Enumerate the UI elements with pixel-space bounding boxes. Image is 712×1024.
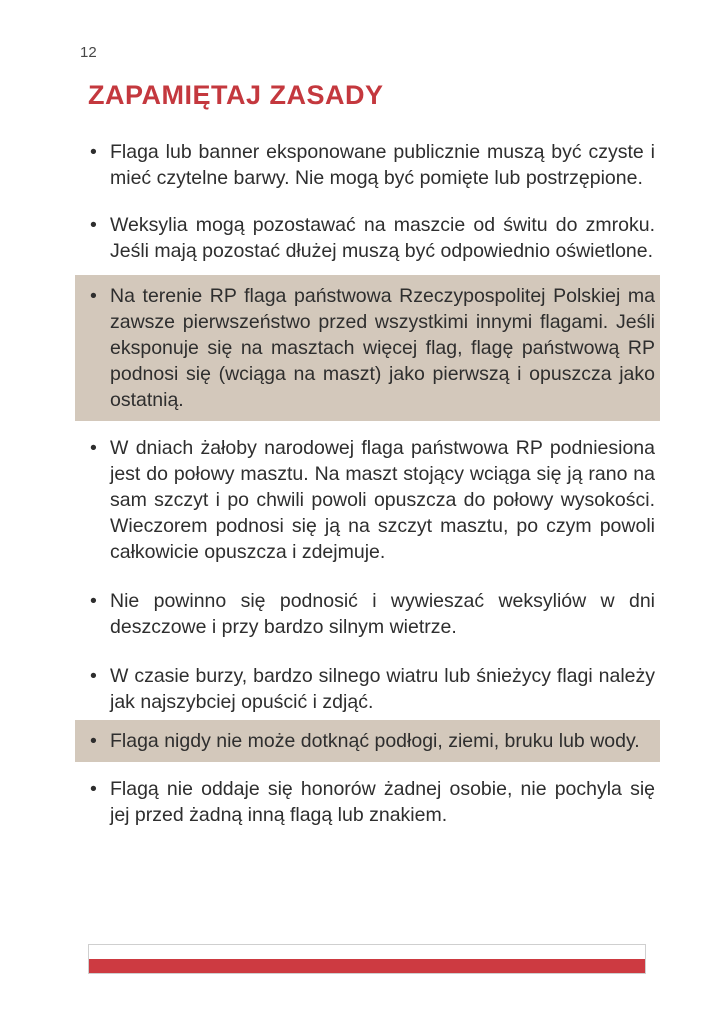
rule-item-precedence-highlighted [75,275,660,421]
rule-item-no-honors [75,776,660,828]
flag-white-stripe [89,945,645,959]
bullet-marker: • [90,285,97,307]
rule-text: Nie powinno się podnosić i wywieszać weksyliów w dni deszczowe i przy bardzo silnym wietrze. [110,590,655,638]
rule-text: Weksylia mogą pozostawać na maszcie od świtu do zmroku. Jeśli mają pozostać dłużej muszą być odpowiednio oświetlone. [110,214,655,262]
flag-red-stripe [89,959,645,973]
bullet-marker: • [90,778,97,800]
bullet-marker: • [90,665,97,687]
rule-text: Na terenie RP flaga państwowa Rzeczypospolitej Polskiej ma zawsze pierwszeństwo przed wszystkimi innymi flagami. Jeśli eksponuje się na masztach więcej flag, flagę państwową RP podnosi się (wciąga na maszt) jako pierwszą i opuszcza jako ostatnią. [110,285,655,411]
rule-item-mourning [75,435,660,565]
bullet-marker: • [90,214,97,236]
rule-text: Flaga nigdy nie może dotknąć podłogi, ziemi, bruku lub wody. [110,730,640,752]
bullet-marker: • [90,730,97,752]
rule-item-flag-clean [75,139,660,191]
bullet-marker: • [90,141,97,163]
rule-item-no-ground-highlighted [75,720,660,762]
rule-text: Flagą nie oddaje się honorów żadnej osobie, nie pochyla się jej przed żadną inną flagą lub znakiem. [110,778,655,826]
rule-item-rainy-days [75,588,660,640]
page-content [75,80,660,828]
bullet-marker: • [90,437,97,459]
page-number: 12 [80,44,97,61]
rule-item-daylight [75,212,660,264]
rule-text: Flaga lub banner eksponowane publicznie muszą być czyste i mieć czytelne barwy. Nie mogą być pomięte lub postrzępione. [110,141,655,189]
poland-flag-footer [88,944,646,974]
rule-item-storm [75,663,660,715]
bullet-marker: • [90,590,97,612]
page-title: ZAPAMIĘTAJ ZASADY [88,80,384,110]
rule-text: W dniach żałoby narodowej flaga państwowa RP podniesiona jest do połowy masztu. Na maszt stojący wciąga się ją rano na sam szczyt i po chwili powoli opuszcza do połowy wysokości. Wieczorem podnosi się ją na szczyt masztu, po czym powoli całkowicie opuszcza i zdejmuje. [110,437,655,563]
rule-text: W czasie burzy, bardzo silnego wiatru lub śnieżycy flagi należy jak najszybciej opuścić i zdjąć. [110,665,655,713]
